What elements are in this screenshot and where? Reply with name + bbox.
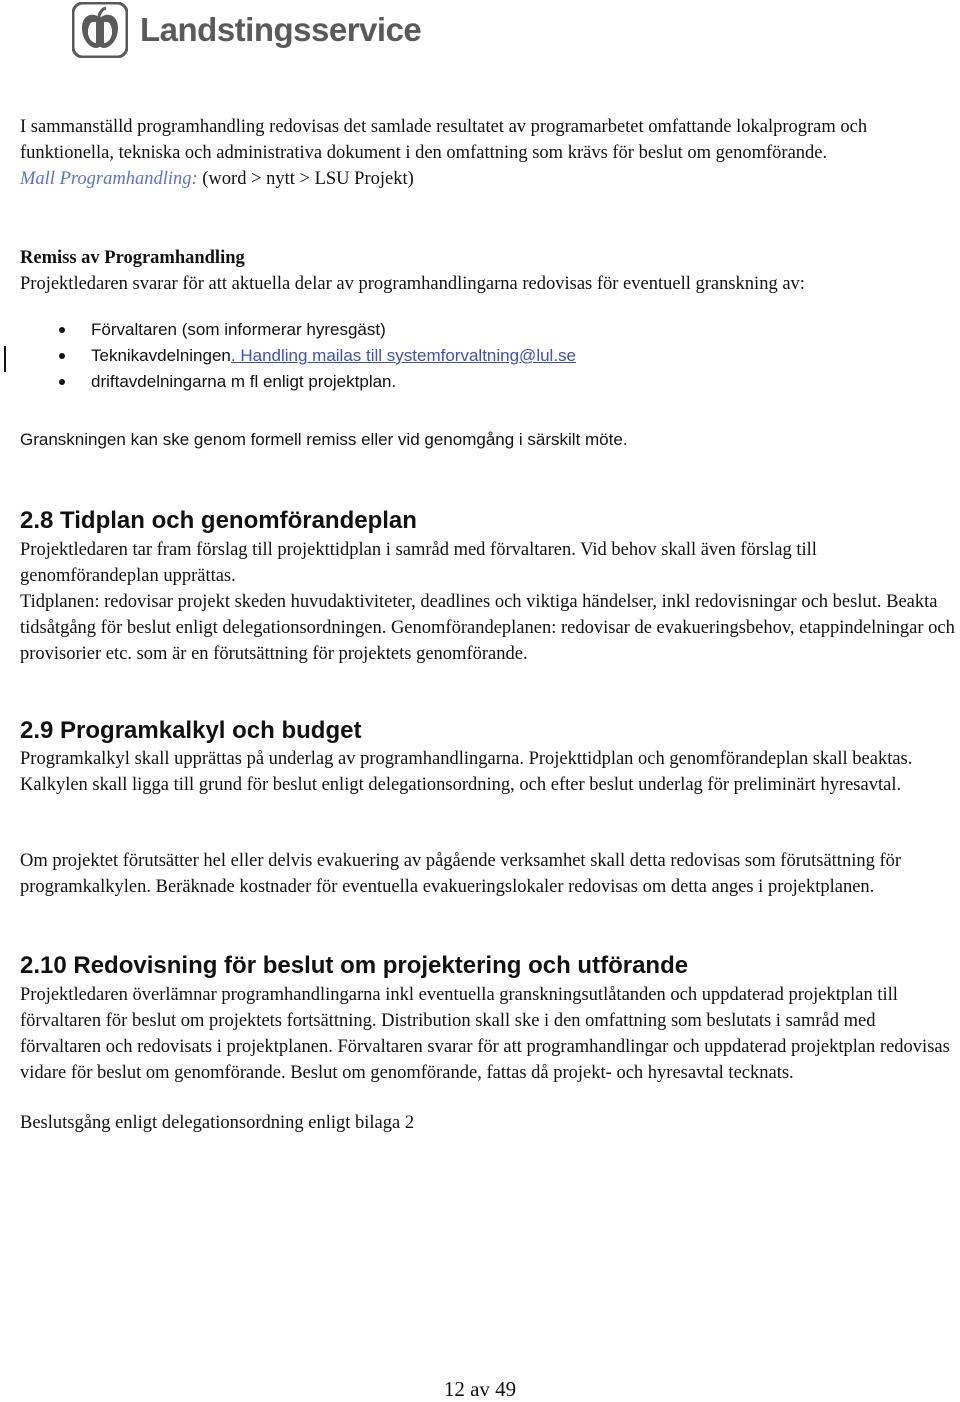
bullet-icon	[59, 327, 65, 333]
list-item-text: Teknikavdelningen	[91, 346, 231, 365]
email-link[interactable]: . Handling mailas till systemforvaltning@lul.se	[230, 346, 577, 365]
bullet-icon	[59, 353, 65, 359]
intro-paragraph	[20, 114, 958, 192]
section-2-8-p2: Tidplanen: redovisar projekt skeden huvudaktiviteter, deadlines och viktiga händelser, inkl redovisningar och beslut. Beakta tidsåtgång för beslut enligt delegationsordningen. Genomförandeplanen: redovisar de evakueringsbehov, etappindelningar och provisorier etc. som är en förutsättning för projektets genomförande.	[20, 592, 955, 664]
section-2-8-p1: Projektledaren tar fram förslag till projekttidplan i samråd med förvaltaren. Vid behov skall även förslag till genomförandeplan upprättas.	[20, 540, 817, 586]
section-heading-2-8: 2.8 Tidplan och genomförandeplan	[20, 507, 417, 534]
list-item	[20, 317, 920, 343]
section-2-9-p2: Om projektet förutsätter hel eller delvis evakuering av pågående verksamhet skall detta redovisas som förutsättning för programkalkylen. Beräknade kostnader för eventuella evakueringslokaler redovisas om detta anges i projektplanen.	[20, 851, 902, 897]
section-2-9-p1: Programkalkyl skall upprättas på underlag av programhandlingarna. Projekttidplan och genomförandeplan skall beaktas. Kalkylen skall ligga till grund för beslut enligt delegationsordning, och efter beslut underlag för preliminärt hyresavtal.	[20, 749, 913, 795]
section-2-10-p1: Projektledaren överlämnar programhandlingarna inkl eventuella granskningsutlåtanden och uppdaterad projektplan till förvaltaren för beslut om projektets fortsättning. Distribution skall ske i den omfattning som beslutats i samråd med förvaltaren och redovisats i projektplanen. Förvaltaren svarar för att programhandlingar och uppdaterad projektplan redovisas vidare för beslut om genomförande. Beslut om genomförande, fattas då projekt- och hyresavtal tecknats.	[20, 985, 950, 1083]
section-heading-2-9: 2.9 Programkalkyl och budget	[20, 717, 362, 744]
header-logo	[72, 2, 421, 58]
remiss-text: Projektledaren svarar för att aktuella delar av programhandlingarna redovisas för eventuell granskning av:	[20, 274, 805, 294]
list-item-text: Förvaltaren (som informerar hyresgäst)	[91, 320, 386, 339]
section-2-10-p2: Beslutsgång enligt delegationsordning enligt bilaga 2	[20, 1113, 415, 1133]
reviewer-list	[20, 317, 920, 395]
page-number: 12 av 49	[443, 1377, 517, 1401]
section-heading-2-10: 2.10 Redovisning för beslut om projektering och utförande	[20, 952, 689, 979]
review-text: Granskningen kan ske genom formell remiss eller vid genomgång i särskilt möte.	[20, 430, 628, 449]
template-link[interactable]: Mall Programhandling:	[20, 169, 198, 189]
bullet-icon	[59, 379, 65, 385]
list-item	[20, 343, 920, 369]
remiss-title: Remiss av Programhandling	[20, 248, 245, 268]
list-item	[20, 369, 920, 395]
apple-logo-icon	[72, 2, 128, 58]
template-path: (word > nytt > LSU Projekt)	[197, 169, 414, 189]
list-item-text: driftavdelningarna m fl enligt projektplan.	[91, 372, 397, 391]
logo-text: Landstingsservice	[140, 11, 422, 48]
revision-bar	[4, 346, 6, 372]
intro-text: I sammanställd programhandling redovisas det samlade resultatet av programarbetet omfattande lokalprogram och funktionella, tekniska och administrativa dokument i den omfattning som krävs för beslut om genomförande.	[20, 117, 868, 163]
